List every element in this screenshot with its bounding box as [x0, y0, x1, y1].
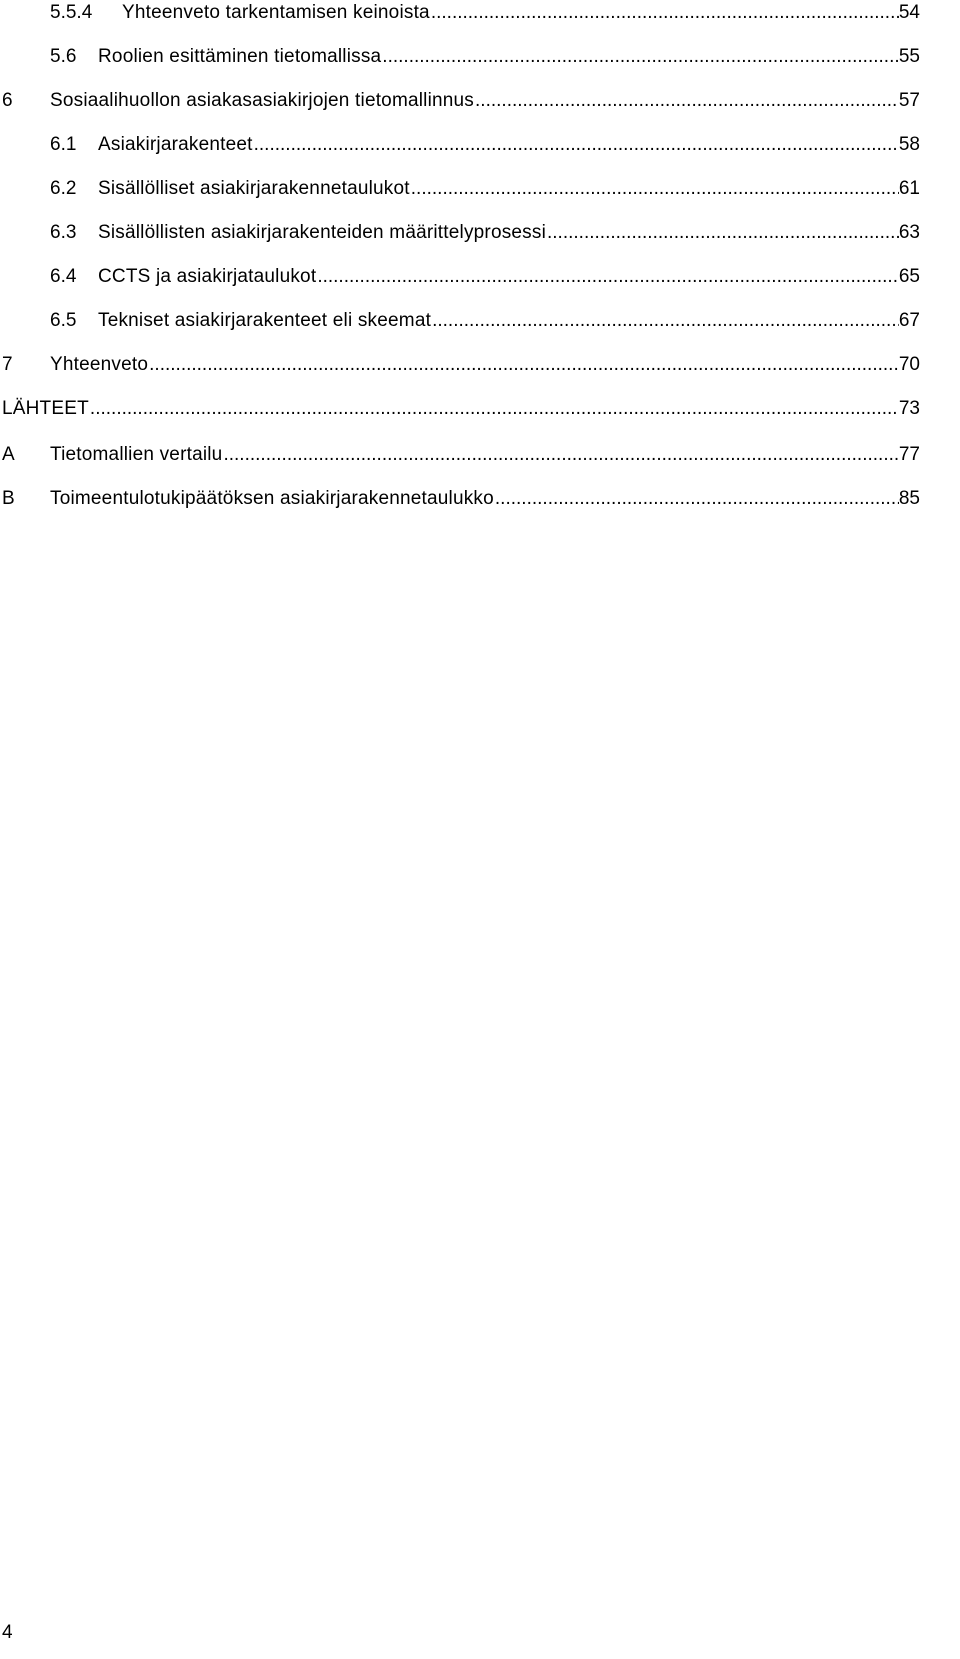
toc-entry-page: 57 — [898, 90, 920, 111]
toc-dot-leader — [381, 42, 899, 72]
toc-entry-number: B — [2, 488, 15, 509]
toc-entry-title: Sisällölliset asiakirjarakennetaulukot — [98, 178, 410, 199]
toc-entry-number: 6.1 — [50, 134, 77, 155]
toc-entry-title: Sisällöllisten asiakirjarakenteiden määrittelyprosessi — [98, 222, 546, 243]
toc-entry-number: 5.6 — [50, 46, 77, 67]
toc-entry-page: 65 — [898, 266, 920, 287]
toc-entry[interactable] — [0, 306, 960, 336]
toc-entry-title: Sosiaalihuollon asiakasasiakirjojen tietomallinnus — [50, 90, 475, 111]
toc-dot-leader — [546, 218, 899, 248]
toc-dot-leader — [430, 0, 899, 28]
toc-entry-title: Yhteenveto tarkentamisen keinoista — [122, 2, 430, 23]
toc-entry-title: CCTS ja asiakirjataulukot — [98, 266, 317, 287]
toc-entry[interactable] — [0, 484, 960, 514]
toc-entry-page: 67 — [898, 310, 920, 331]
toc-entry-number: 6.2 — [50, 178, 77, 199]
toc-dot-leader — [222, 440, 898, 470]
toc-entry-title: Toimeentulotukipäätöksen asiakirjarakennetaulukko — [50, 488, 494, 509]
toc-entry-page: 77 — [898, 444, 920, 465]
toc-dot-leader — [410, 174, 899, 204]
toc-entry-page: 55 — [898, 46, 920, 67]
toc-entry-number: 6 — [2, 90, 13, 111]
toc-entry[interactable] — [0, 0, 960, 28]
toc-dot-leader — [431, 306, 899, 336]
toc-entry-number: A — [2, 444, 15, 465]
toc-entry-title: Asiakirjarakenteet — [98, 134, 253, 155]
toc-dot-leader — [253, 130, 899, 160]
toc-dot-leader — [474, 86, 899, 116]
toc-entry-number: 5.5.4 — [50, 2, 93, 23]
toc-entry-page: 73 — [898, 398, 920, 419]
toc-entry-number: 7 — [2, 354, 13, 375]
toc-dot-leader — [148, 350, 899, 380]
toc-entry-title: Yhteenveto — [50, 354, 149, 375]
toc-entry[interactable] — [0, 440, 960, 470]
toc-entry-page: 58 — [898, 134, 920, 155]
toc-entry-page: 54 — [898, 2, 920, 23]
toc-entry-title: Tekniset asiakirjarakenteet eli skeemat — [98, 310, 432, 331]
toc-entry-page: 61 — [898, 178, 920, 199]
toc-entry-number: 6.4 — [50, 266, 77, 287]
toc-entry[interactable] — [0, 86, 960, 116]
toc-entry[interactable] — [0, 218, 960, 248]
toc-entry-title: Tietomallien vertailu — [50, 444, 223, 465]
toc-entry[interactable] — [0, 262, 960, 292]
toc-entry[interactable] — [0, 174, 960, 204]
page-number: 4 — [2, 1622, 13, 1643]
toc-dot-leader — [89, 394, 899, 424]
toc-entry-number: 6.3 — [50, 222, 77, 243]
toc-entry-number: 6.5 — [50, 310, 77, 331]
toc-entry-title: Roolien esittäminen tietomallissa — [98, 46, 382, 67]
toc-entry-page: 63 — [898, 222, 920, 243]
toc-entry[interactable] — [0, 130, 960, 160]
toc-dot-leader — [494, 484, 899, 514]
toc-dot-leader — [316, 262, 899, 292]
toc-entry[interactable] — [0, 42, 960, 72]
toc-entry-title: LÄHTEET — [2, 398, 89, 419]
toc-entry-page: 70 — [898, 354, 920, 375]
toc-entry-page: 85 — [898, 488, 920, 509]
toc-entry[interactable] — [0, 350, 960, 380]
toc-entry[interactable] — [0, 394, 960, 424]
